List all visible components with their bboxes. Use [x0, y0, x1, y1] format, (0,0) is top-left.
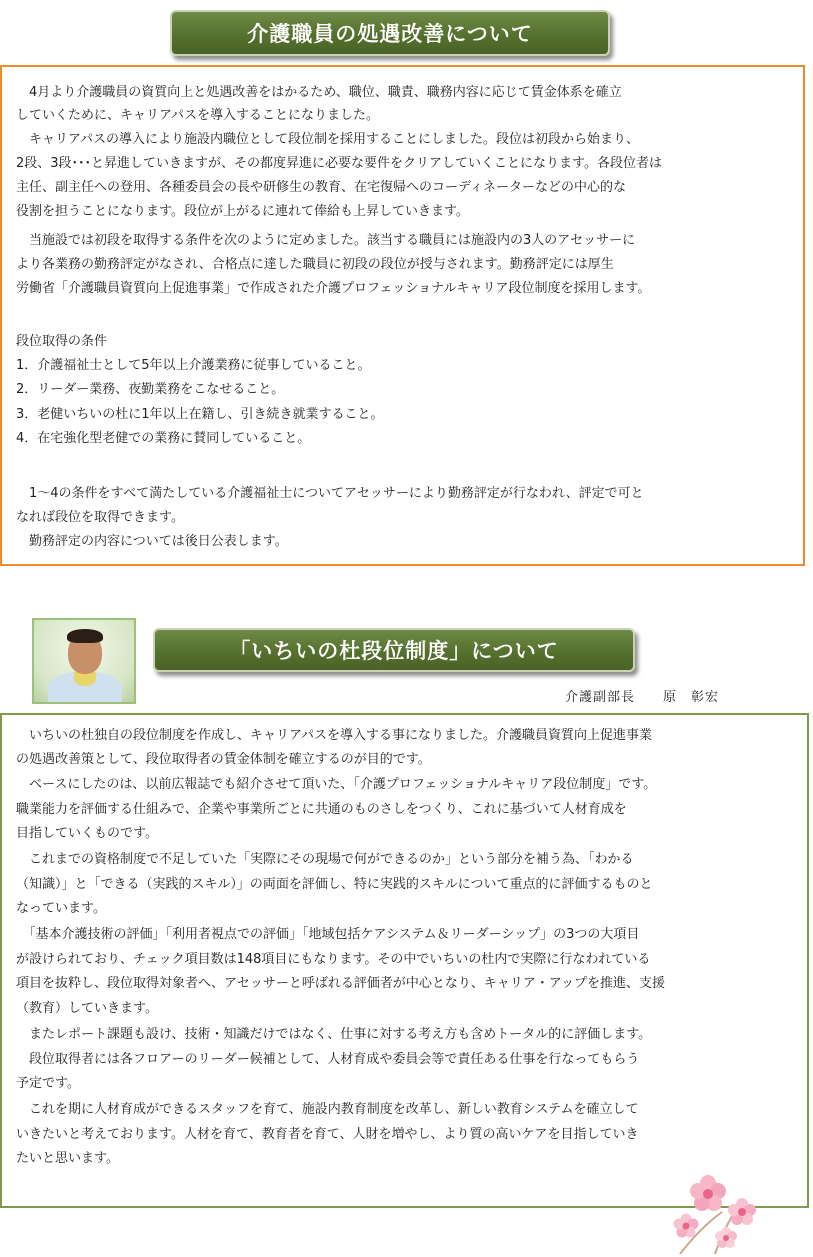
section1-line: より各業務の勤務評定がなされ、合格点に達した職員に初段の段位が授与されます。勤務評定には厚生 [16, 257, 614, 272]
section2-line: たいと思います。 [16, 1151, 119, 1166]
section2-line: またレポート課題も設け、技術・知識だけではなく、仕事に対する考え方も含めトータル的に評価します。 [16, 1027, 652, 1042]
section2-line: いちいの杜独自の段位制度を作成し、キャリアパスを導入する事になりました。介護職員資質向上促進事業 [16, 728, 652, 743]
author-name: 介護副部長 原 彰宏 [565, 690, 720, 705]
section2-line: いきたいと考えております。人材を育て、教育者を育て、人財を増やし、より質の高いケアを目指していき [16, 1127, 639, 1142]
section2-line: これまでの資格制度で不足していた「実際にその現場で何ができるのか」という部分を補う為、「わかる [16, 852, 634, 867]
section1-line: キャリアパスの導入により施設内職位として段位制を採用することにしました。段位は初段から始まり、 [16, 132, 639, 147]
section2-line: 目指していくものです。 [16, 826, 158, 841]
conditions-heading: 段位取得の条件 [16, 334, 108, 349]
section1-line: 勤務評定の内容については後日公表します。 [16, 534, 288, 549]
section2-line: が設けられており、チェック項目数は148項目にもなります。その中でいちいの杜内で実際に行なわれている [16, 952, 651, 967]
section1-line: なれば段位を取得できます。 [16, 510, 184, 525]
section2-line: （知識）」と「できる（実践的スキル）」の両面を評価し、特に実践的スキルについて重点的に評価するものと [16, 877, 653, 892]
section2-line: 「基本介護技術の評価」「利用者視点での評価」「地域包括ケアシステム＆リーダーシップ」の3つの大項目 [16, 927, 640, 942]
author-photo [32, 618, 136, 704]
section2-line: 予定です。 [16, 1076, 80, 1091]
section1-line: 1～4の条件をすべて満たしている介護福祉士についてアセッサーにより勤務評定が行なわれ、評定で可と [16, 486, 644, 501]
section2-line: ベースにしたのは、以前広報誌でも紹介させて頂いた、「介護プロフェッショナルキャリア段位制度」です。 [16, 777, 657, 792]
section2-line: 職業能力を評価する仕組みで、企業や事業所ごとに共通のものさしをつくり、これに基づいて人材育成を [16, 802, 627, 817]
section2-line: （教育）していきます。 [16, 1001, 158, 1016]
section1-line: 4月より介護職員の資質向上と処遇改善をはかるため、職位、職責、職務内容に応じて賃金体系を確立 [16, 85, 622, 100]
section1-text-box [0, 65, 805, 566]
condition-item: 4．在宅強化型老健での業務に賛同していること。 [16, 431, 311, 446]
section1-line: 当施設では初段を取得する条件を次のように定めました。該当する職員には施設内の3人のアセッサーに [16, 233, 636, 248]
section1-line: 労働省「介護職員資質向上促進事業」で作成された介護プロフェッショナルキャリア段位制度を採用します。 [16, 281, 651, 296]
section2-title-banner [153, 628, 635, 672]
section2-line: 項目を抜粋し、段位取得対象者へ、アセッサーと呼ばれる評価者が中心となり、キャリア・アップを推進、支援 [16, 976, 665, 991]
section2-line: の処遇改善策として、段位取得者の賃金体制を確立するのが目的です。 [16, 752, 431, 767]
cherry-blossom-icon [660, 1168, 770, 1254]
section2-line: なっています。 [16, 901, 106, 916]
section2-line: 段位取得者には各フロアーのリーダー候補として、人材育成や委員会等で責任ある仕事を行なってもらう [16, 1052, 640, 1067]
section1-title-banner [170, 10, 610, 56]
section1-line: 2段、3段･･･と昇進していきますが、その都度昇進に必要な要件をクリアしていくことになります。各段位者は [16, 156, 663, 171]
section2-title: 「いちいの杜段位制度」について [229, 639, 559, 663]
condition-item: 2．リーダー業務、夜勤業務をこなせること。 [16, 382, 285, 397]
condition-item: 3．老健いちいの杜に1年以上在籍し、引き続き就業すること。 [16, 407, 384, 422]
section2-text-box [0, 713, 809, 1208]
section1-line: 役割を担うことになります。段位が上がるに連れて俸給も上昇していきます。 [16, 204, 469, 219]
section1-line: 主任、副主任への登用、各種委員会の長や研修生の教育、在宅復帰へのコーディネーターなどの中心的な [16, 180, 626, 195]
section2-line: これを期に人材育成ができるスタッフを育て、施設内教育制度を改革し、新しい教育システムを確立して [16, 1102, 639, 1117]
condition-item: 1．介護福祉士として5年以上介護業務に従事していること。 [16, 358, 371, 373]
section1-line: していくために、キャリアパスを導入することになりました。 [16, 108, 379, 123]
section1-title: 介護職員の処遇改善について [247, 22, 533, 46]
